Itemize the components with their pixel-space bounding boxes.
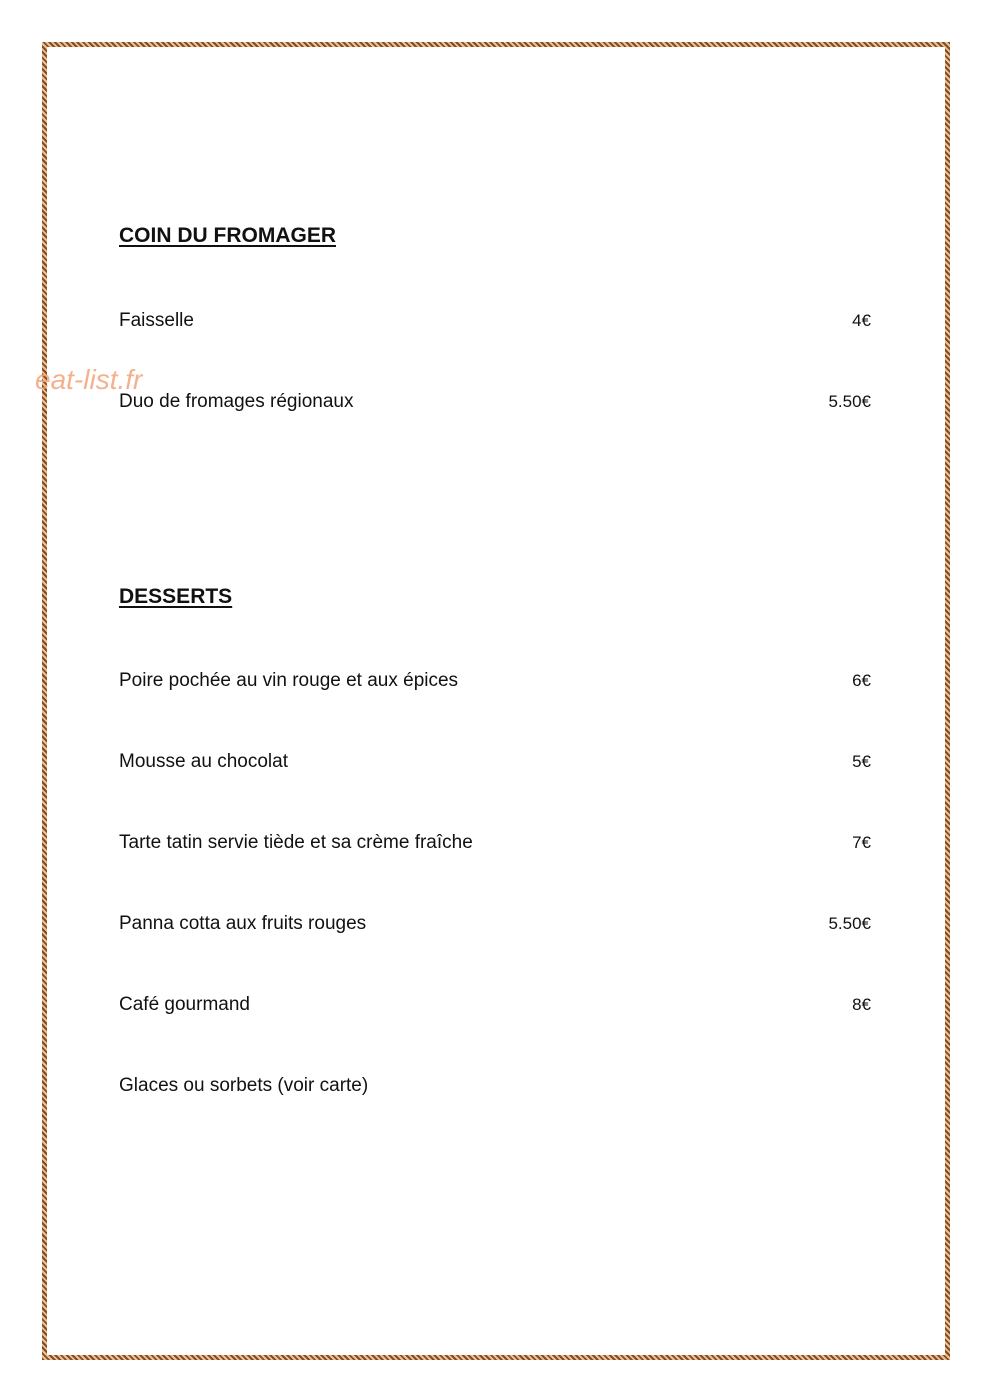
menu-item [119,990,871,1020]
section-title-desserts: DESSERTS [119,585,233,608]
menu-item-price: 5.50€ [828,392,871,411]
menu-item [119,747,871,777]
watermark: eat-list.fr [35,364,143,395]
menu-item-name: Mousse au chocolat [119,751,288,772]
menu-item-name: Duo de fromages régionaux [119,391,354,412]
menu-item-price: 5.50€ [828,914,871,933]
menu-item-name: Tarte tatin servie tiède et sa crème fraîche [119,832,473,853]
menu-item-price: 4€ [852,311,871,330]
menu-item [119,306,871,336]
menu-item [119,909,871,939]
menu-item-name: Poire pochée au vin rouge et aux épices [119,670,459,691]
menu-item-price: 5€ [852,752,871,771]
menu-item-name: Faisselle [119,310,194,331]
section-title-fromager: COIN DU FROMAGER [119,224,336,247]
menu-item [119,666,871,696]
menu-item-price: 7€ [852,833,871,852]
menu-item-price: 6€ [852,671,871,690]
menu-item [119,387,871,417]
menu-item [119,1071,871,1101]
menu-item-name: Glaces ou sorbets (voir carte) [119,1075,369,1096]
menu-item-name: Café gourmand [119,994,250,1015]
menu-item-price: 8€ [852,995,871,1014]
menu-item [119,828,871,858]
menu-item-name: Panna cotta aux fruits rouges [119,913,367,934]
